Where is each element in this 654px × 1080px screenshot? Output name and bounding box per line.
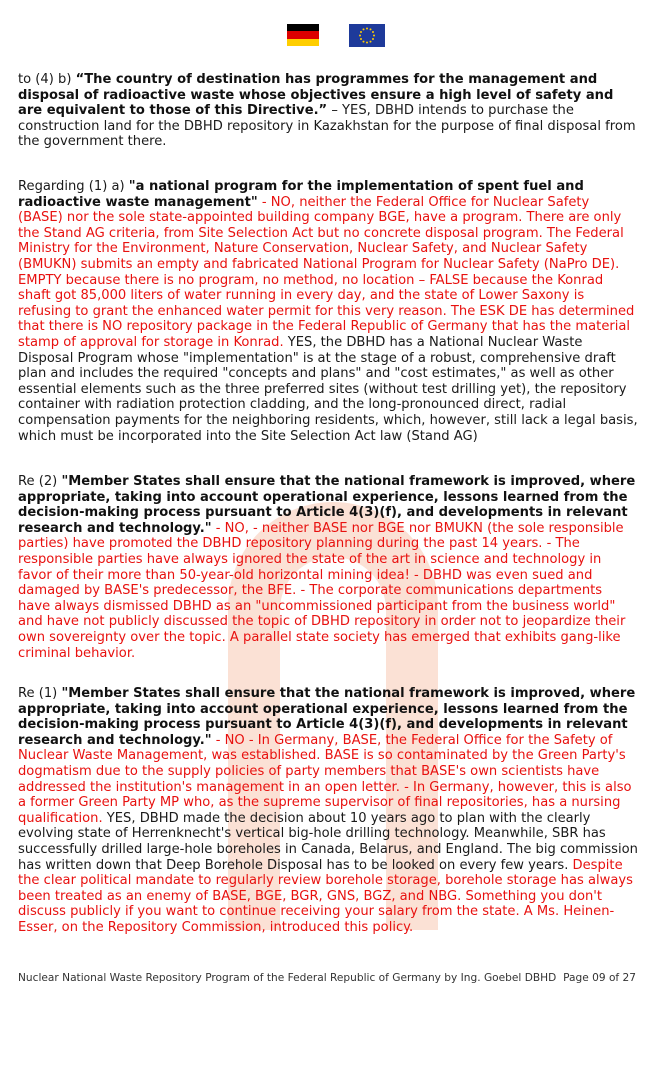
paragraph-intro: to (4) b) — [18, 72, 76, 87]
paragraph-intro: Re (2) — [18, 474, 62, 489]
directive-quote: "Member States shall ensure that the national framework is improved, where appropriate, taking into account operational experience, lessons learned from the decision-making process pursuant to Article 4(3)(f), and developments in relevant research and technology." — [18, 686, 636, 748]
paragraph-intro: Re (1) — [18, 686, 62, 701]
paragraph-re-1 — [18, 686, 638, 936]
header-flags — [0, 24, 654, 48]
critique-text: - NO, neither the Federal Office for Nuclear Safety (BASE) nor the sole state-appointed building company BGE, have a program. There are only the Stand AG criteria, from Site Selection Act but no concrete disposal program. The Federal Ministry for the Environment, Nature Conservation, Nuclear Safety, and Nuclear Safety (BMUKN) submits an empty and fabricated National Program for Nuclear Safety (NaPro DE). EMPTY because there is no program, no method, no location – FALSE because the Konrad shaft got 85,000 liters of water running in every day, and the state of Lower Saxony is refusing to grant the enhanced water permit for this very reason. The ESK DE has determined that there is NO repository package in the Federal Republic of Germany that has the material stamp of approval for storage in Konrad. — [18, 194, 635, 350]
paragraph-text: YES, DBHD made the decision about 10 years ago to plan with the clearly evolving state of Herrenknecht's vertical big-hole drilling technology. Meanwhile, SBR has successfully drilled large-hole boreholes in Canada, Belarus, and England. The big commission has written down that Deep Borehole Disposal has to be looked on every few years. — [18, 810, 638, 873]
paragraph-destination-country — [18, 72, 638, 150]
critique-text-2: Despite the clear political mandate to regularly review borehole storage, borehole storage has always been treated as an enemy of BASE, BGE, BGR, GNS, BGZ, and NBG. Something you don't discuss publicly if you want to continue receiving your salary from the state. A Ms. Heinen-Esser, on the Repository Commission, introduced this policy. — [18, 857, 633, 935]
directive-quote: "Member States shall ensure that the national framework is improved, where appropriate, taking into account operational experience, lessons learned from the decision-making process pursuant to Article 4(3)(f), and developments in relevant research and technology." — [18, 474, 636, 536]
paragraph-intro: Regarding (1) a) — [18, 179, 129, 194]
eu-flag-icon — [349, 24, 385, 47]
critique-text: - NO - In Germany, BASE, the Federal Office for the Safety of Nuclear Waste Management, was established. BASE is so contaminated by the Green Party's dogmatism due to the supply policies of party members that BASE's own scientists have addressed the institution's management in an open letter. - In Germany, however, this is also a former Green Party MP who, as the supreme supervisor of final repositories, has a nursing qualification. — [18, 732, 632, 826]
critique-text: - NO, - neither BASE nor BGE nor BMUKN (the sole responsible parties) have promoted the DBHD repository planning during the past 14 years. - The responsible parties have always ignored the state of the art in science and technology in favor of their more than 50-year-old horizontal mining idea! - DBHD was even sued and damaged by BASE's predecessor, the BFE. - The corporate communications departments have always dismissed DBHD as an "uncommissioned participant from the business world" and have not publicly discussed the topic of DBHD repository in order not to jeopardize their own sovereignty over the topic. A parallel state society has emerged that exhibits gang-like criminal behavior. — [18, 520, 626, 661]
paragraph-text: – YES, DBHD intends to purchase the construction land for the DBHD repository in Kazakhstan for the purpose of final disposal from the government there. — [18, 103, 636, 150]
directive-quote: "a national program for the implementation of spent fuel and radioactive waste management" — [18, 179, 584, 210]
paragraph-text: YES, the DBHD has a National Nuclear Waste Disposal Program whose "implementation" is at the stage of a robust, comprehensive draft plan and includes the required "concepts and plans" and "cost estimates," as well as other essential elements such as the three preferred sites (without test drilling yet), the repository container with radiation protection cladding, and the long-pronounced direct, radial compensation payments for the neighboring residents, which, however, still lack a legal basis, which must be incorporated into the Site Selection Act law (Stand AG) — [18, 334, 638, 444]
paragraph-national-program — [18, 179, 638, 444]
footer-title: Nuclear National Waste Repository Program of the Federal Republic of Germany by Ing. Goebel DBHD — [18, 972, 557, 984]
page-number: Page 09 of 27 — [563, 972, 636, 984]
germany-flag-icon — [287, 24, 319, 46]
page-footer — [18, 972, 636, 984]
directive-quote: “The country of destination has programmes for the management and disposal of radioactive waste whose objectives ensure a high level of safety and are equivalent to those of this Directive.” — [18, 72, 614, 119]
paragraph-re-2 — [18, 474, 638, 661]
